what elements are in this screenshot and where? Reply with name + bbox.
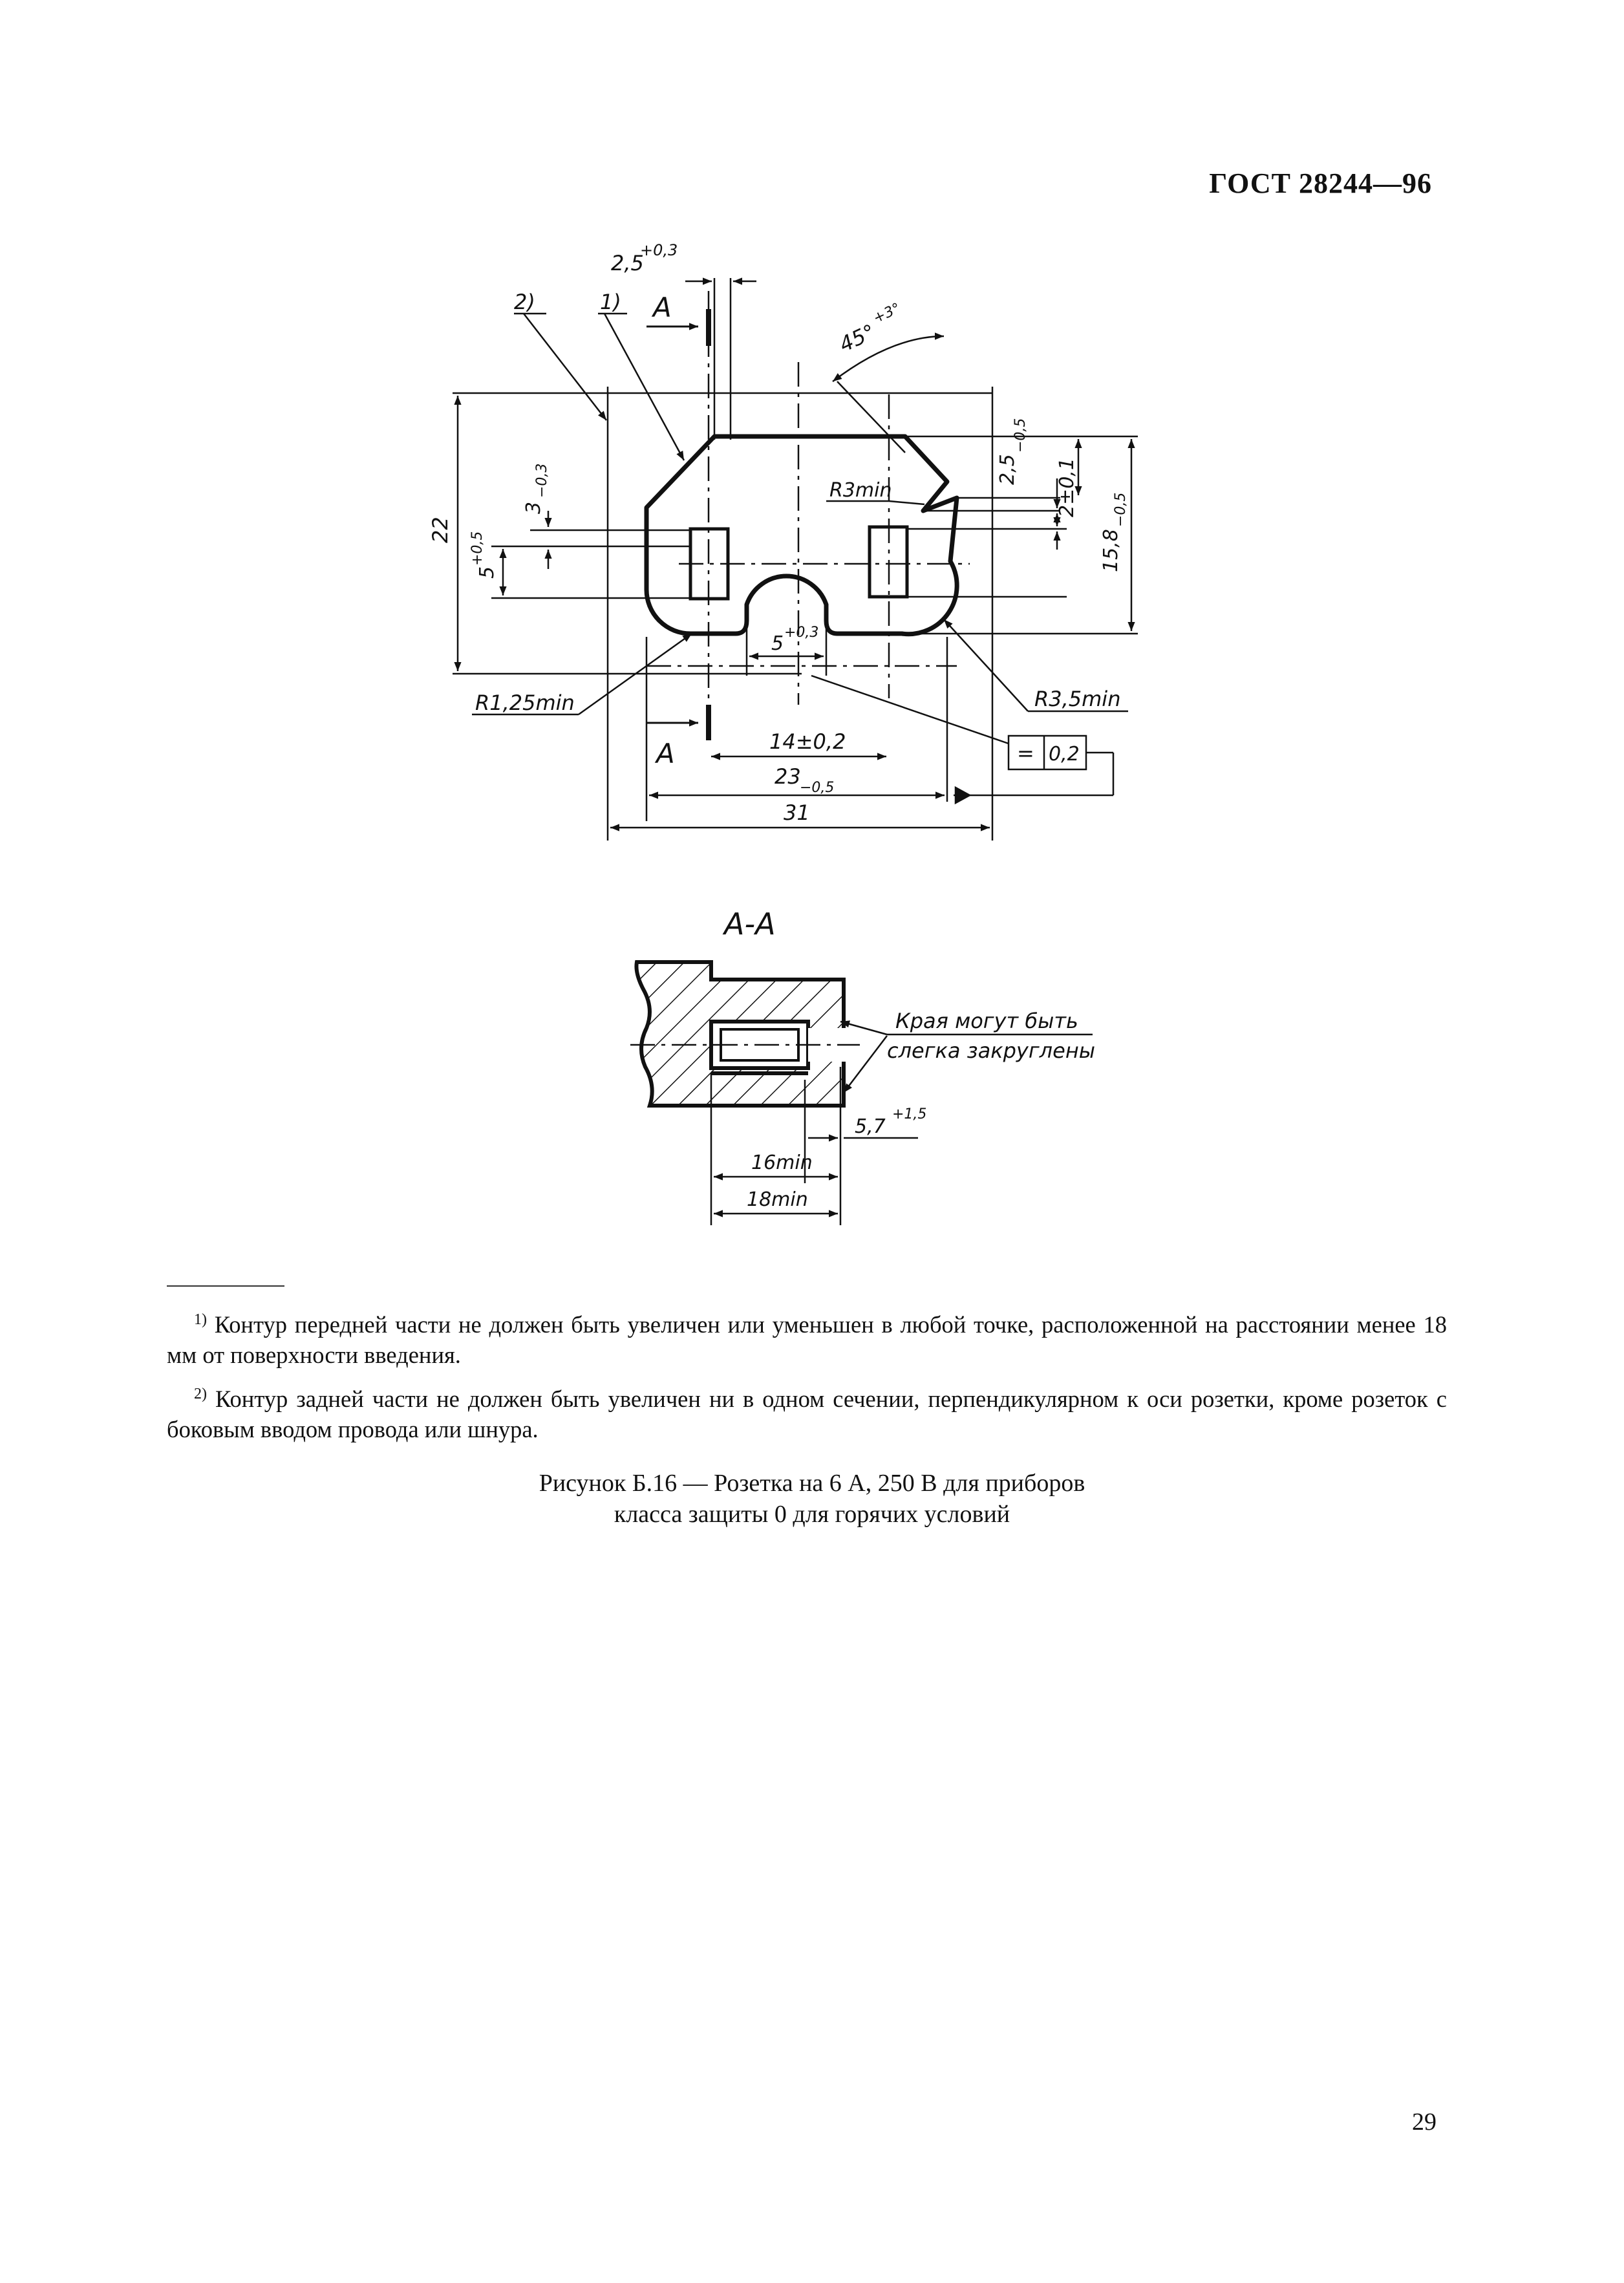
centre-lines	[646, 291, 970, 705]
dim-5v: 5	[476, 566, 498, 579]
dim-15-8: 15,8	[1100, 529, 1122, 572]
dim-angle: 45°	[835, 319, 879, 358]
dim-5h: 5	[771, 632, 784, 655]
dim-2-5r: 2,5	[996, 454, 1019, 485]
dim-3-tol: −0,3	[534, 463, 550, 498]
section-title: А-А	[724, 906, 776, 941]
figure-caption-line2: класса защиты 0 для горячих условий	[614, 1501, 1010, 1528]
dim-2-5: 2,5	[611, 251, 644, 275]
footnote-1-mark: 1)	[194, 1311, 207, 1328]
footnote-1	[167, 1305, 1447, 1370]
footnote-2	[167, 1379, 1447, 1444]
section-view	[630, 962, 860, 1106]
note-mark-1: 1)	[600, 290, 621, 314]
radius-r3-5: R3,5min	[1034, 687, 1121, 711]
figure-caption	[0, 1468, 1624, 1530]
tolerance-symbol: =	[1017, 741, 1034, 766]
dim-2-5-tol: +0,3	[640, 241, 678, 259]
footnote-2-mark: 2)	[194, 1386, 207, 1403]
footnotes	[167, 1305, 1447, 1453]
dim-5-7: 5,7	[855, 1115, 886, 1138]
figure-caption-line1: Рисунок Б.16 — Розетка на 6 А, 250 В для приборов	[539, 1470, 1085, 1497]
dim-16min: 16min	[751, 1152, 813, 1174]
radius-r3: R3min	[829, 479, 892, 502]
dim-14: 14±0,2	[769, 729, 846, 754]
footnote-1-text: Контур передней части не должен быть увеличен или уменьшен в любой точке, расположенной на расстоянии менее 18 мм от поверхности введения.	[167, 1311, 1447, 1369]
section-mark-top: A	[653, 292, 672, 323]
section-note-line1: Края могут быть	[895, 1009, 1078, 1033]
dim-angle-tol: +3°	[870, 300, 903, 327]
section-mark-bottom: A	[656, 738, 675, 769]
note-mark-2: 2)	[514, 290, 535, 314]
dim-22: 22	[428, 517, 453, 543]
dim-15-8-tol: −0,5	[1113, 492, 1129, 527]
page-number: 29	[1412, 2108, 1437, 2136]
dim-2r: 2±0,1	[1056, 458, 1078, 517]
tolerance-value: 0,2	[1049, 743, 1080, 766]
radius-r1-25: R1,25min	[475, 691, 575, 715]
section-cut-marks	[646, 309, 709, 740]
dim-5v-tol: +0,5	[469, 531, 486, 566]
section-note-line2: слегка закруглены	[887, 1038, 1095, 1063]
dim-5-7-tol: +1,5	[892, 1106, 927, 1122]
document-header: ГОСТ 28244—96	[1209, 167, 1432, 199]
socket-outline	[646, 436, 957, 634]
dim-18min: 18min	[747, 1188, 808, 1211]
footnote-2-text: Контур задней части не должен быть увеличен ни в одном сечении, перпендикулярном к оси розетки, кроме розеток с боковым вводом провода или шнура.	[167, 1386, 1448, 1443]
dim-23: 23	[775, 764, 801, 789]
dim-2-5r-tol: −0,5	[1012, 418, 1029, 453]
dim-31: 31	[784, 800, 810, 825]
footnote-separator	[167, 1285, 284, 1287]
dim-5h-tol: +0,3	[784, 625, 819, 641]
dim-3: 3	[522, 501, 545, 514]
dim-23-tol: −0,5	[800, 780, 835, 796]
